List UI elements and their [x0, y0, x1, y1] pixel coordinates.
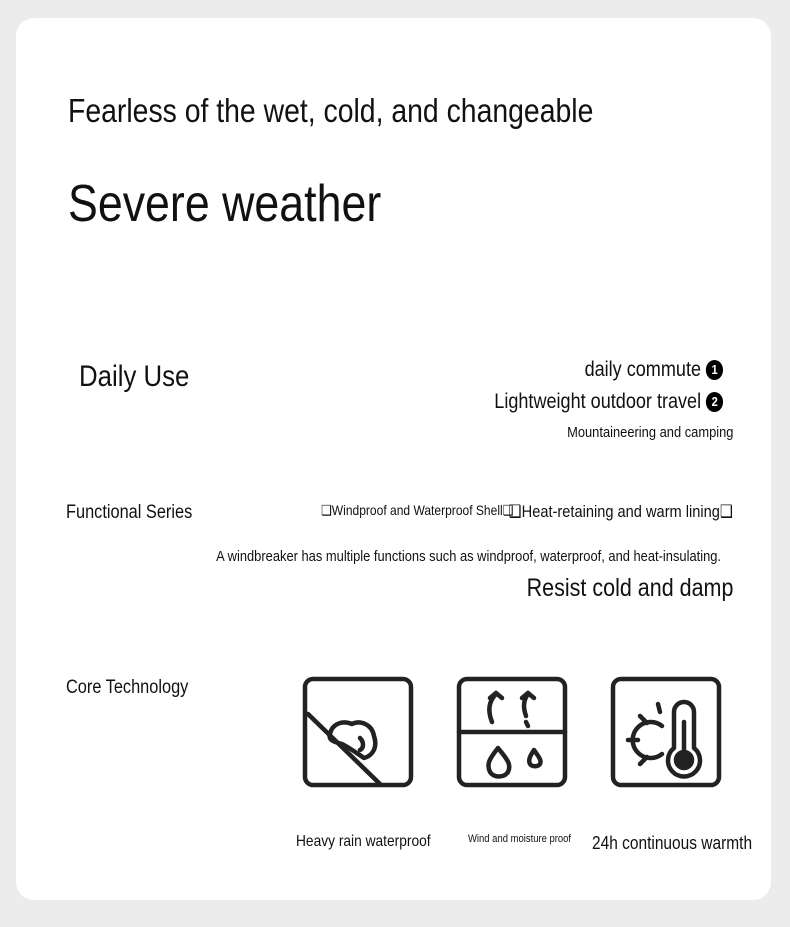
lining-feature: ❑Heat-retaining and warm lining❑ — [508, 502, 733, 521]
page-title: Severe weather — [68, 175, 382, 233]
content-card — [16, 18, 771, 900]
daily-use-item-text: Mountaineering and camping — [566, 424, 733, 441]
daily-use-item-text: Lightweight outdoor travel — [493, 390, 701, 413]
shell-feature: ❑Windproof and Waterproof Shell❑ — [321, 502, 514, 518]
core-technology-label: Core Technology — [66, 677, 189, 698]
functional-series-label: Functional Series — [66, 502, 193, 523]
daily-use-item-3 — [567, 424, 733, 441]
daily-use-item-1 — [584, 358, 723, 382]
functional-description: A windbreaker has multiple functions such as windproof, waterproof, and heat-insulating. — [216, 548, 721, 565]
number-badge: 2 — [706, 392, 723, 412]
rain-waterproof-icon — [302, 676, 414, 788]
thermometer-sun-icon — [610, 676, 722, 788]
feature-caption-1: Heavy rain waterproof — [296, 833, 431, 850]
wind-moisture-icon — [456, 676, 568, 788]
daily-use-label: Daily Use — [79, 360, 190, 393]
daily-use-item-text: daily commute — [584, 358, 701, 381]
number-badge: 1 — [706, 360, 723, 380]
daily-use-item-2 — [494, 390, 723, 414]
page-subtitle: Fearless of the wet, cold, and changeable — [68, 92, 594, 129]
feature-caption-2: Wind and moisture proof — [468, 833, 572, 845]
tagline: Resist cold and damp — [526, 574, 733, 602]
feature-caption-3: 24h continuous warmth — [592, 833, 753, 853]
